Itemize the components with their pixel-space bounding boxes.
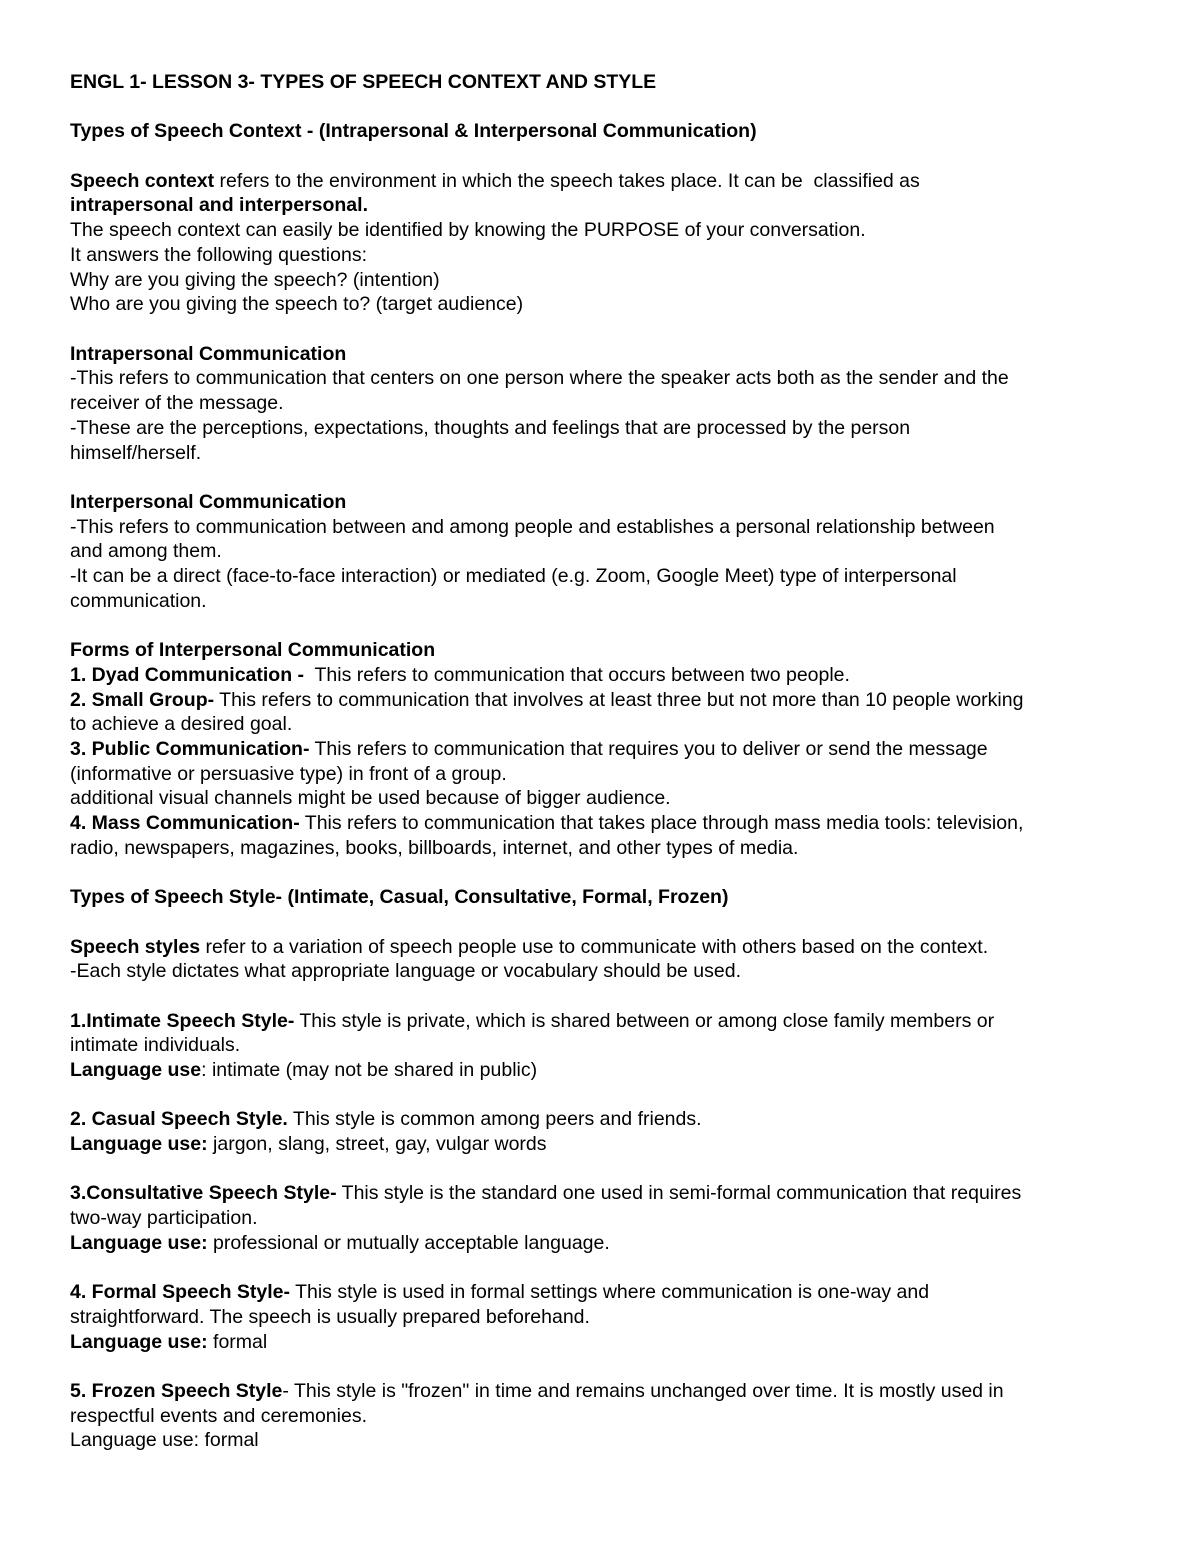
paragraph-line: -These are the perceptions, expectations, thoughts and feelings that are processed by the person — [70, 416, 911, 439]
style-item: 4. Formal Speech Style- This style is used in formal settings where communication is one-way and — [70, 1281, 930, 1304]
style-item: 3.Consultative Speech Style- This style is the standard one used in semi-formal communication that requires — [70, 1182, 1022, 1205]
spacer — [70, 144, 1130, 169]
term: Speech context — [70, 169, 215, 192]
spacer — [70, 613, 1130, 638]
spacer — [70, 1157, 1130, 1182]
document-title: ENGL 1- LESSON 3- TYPES OF SPEECH CONTEXT AND STYLE — [70, 71, 657, 93]
language-use: Language use: professional or mutually acceptable language. — [70, 1231, 610, 1254]
paragraph-line: The speech context can easily be identified by knowing the PURPOSE of your conversation. — [70, 219, 866, 242]
term: Speech styles — [70, 935, 201, 958]
spacer — [70, 317, 1130, 342]
paragraph-line: and among them. — [70, 540, 222, 563]
paragraph-line: -It can be a direct (face-to-face interaction) or mediated (e.g. Zoom, Google Meet) type of interpersonal — [70, 565, 957, 587]
spacer — [70, 860, 1130, 885]
spacer — [70, 1354, 1130, 1379]
spacer — [70, 1083, 1130, 1108]
list-item: 3. Public Communication- This refers to communication that requires you to deliver or send the message — [70, 737, 988, 760]
speech-style-heading: Types of Speech Style- (Intimate, Casual, Consultative, Formal, Frozen) — [70, 886, 729, 909]
list-item: 1. Dyad Communication - This refers to communication that occurs between two people. — [70, 663, 850, 686]
speech-context-definition: Speech context refers to the environment in which the speech takes place. It can be classified as — [70, 169, 920, 192]
language-use: Language use: intimate (may not be shared in public) — [70, 1059, 538, 1081]
list-item: 2. Small Group- This refers to communication that involves at least three but not more than 10 people working — [70, 688, 1024, 711]
list-item-cont: additional visual channels might be used because of bigger audience. — [70, 787, 671, 810]
paragraph-line: -Each style dictates what appropriate language or vocabulary should be used. — [70, 960, 741, 983]
style-item: 1.Intimate Speech Style- This style is private, which is shared between or among close family members or — [70, 1009, 995, 1032]
spacer — [70, 95, 1130, 120]
list-item-cont: radio, newspapers, magazines, books, billboards, internet, and other types of media. — [70, 836, 799, 859]
paragraph-line: -This refers to communication that centers on one person where the speaker acts both as the sender and the — [70, 367, 1009, 390]
intrapersonal-heading: Intrapersonal Communication — [70, 342, 347, 365]
forms-heading: Forms of Interpersonal Communication — [70, 639, 436, 662]
paragraph-line: receiver of the message. — [70, 392, 284, 415]
list-item-cont: to achieve a desired goal. — [70, 713, 293, 736]
style-item-cont: two-way participation. — [70, 1207, 258, 1230]
paragraph-line: himself/herself. — [70, 441, 202, 464]
speech-style-definition: Speech styles refer to a variation of speech people use to communicate with others based on the context. — [70, 935, 989, 958]
paragraph-line: It answers the following questions: — [70, 243, 367, 266]
style-item-cont: intimate individuals. — [70, 1034, 241, 1057]
question-line: Why are you giving the speech? (intention) — [70, 268, 440, 291]
paragraph-line: communication. — [70, 589, 207, 612]
list-item-cont: (informative or persuasive type) in front of a group. — [70, 762, 507, 785]
paragraph-line: -This refers to communication between and among people and establishes a personal relationship between — [70, 515, 995, 538]
spacer — [70, 984, 1130, 1009]
language-use: Language use: jargon, slang, street, gay, vulgar words — [70, 1133, 547, 1156]
speech-context-definition-cont: intrapersonal and interpersonal. — [70, 194, 368, 217]
style-item: 2. Casual Speech Style. This style is common among peers and friends. — [70, 1108, 702, 1131]
spacer — [70, 1256, 1130, 1281]
spacer — [70, 465, 1130, 490]
spacer — [70, 910, 1130, 935]
language-use: Language use: formal — [70, 1429, 259, 1452]
list-item: 4. Mass Communication- This refers to communication that takes place through mass media tools: television, — [70, 812, 1024, 835]
style-item-cont: straightforward. The speech is usually prepared beforehand. — [70, 1305, 590, 1328]
style-item: 5. Frozen Speech Style- This style is "frozen" in time and remains unchanged over time. It is mostly used in — [70, 1380, 1004, 1403]
style-item-cont: respectful events and ceremonies. — [70, 1404, 367, 1427]
interpersonal-heading: Interpersonal Communication — [70, 490, 347, 513]
speech-context-heading: Types of Speech Context - (Intrapersonal & Interpersonal Communication) — [70, 120, 757, 143]
language-use: Language use: formal — [70, 1330, 268, 1353]
question-line: Who are you giving the speech to? (target audience) — [70, 293, 524, 316]
